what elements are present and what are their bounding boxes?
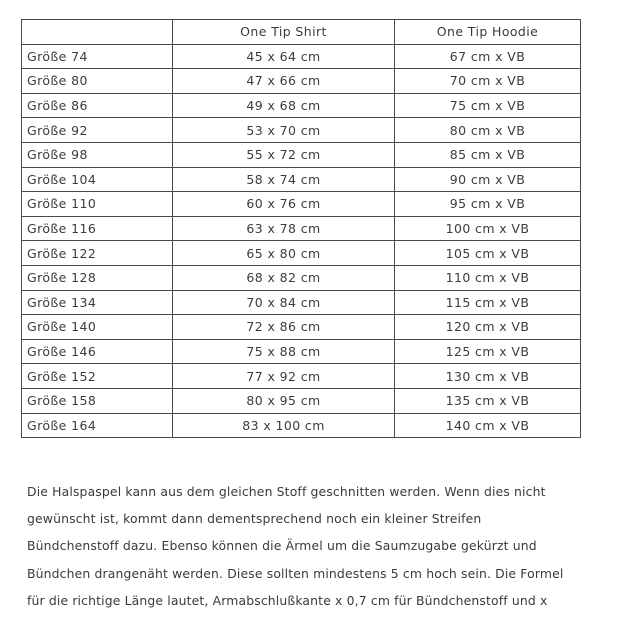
header-one-tip-hoodie: One Tip Hoodie — [395, 20, 581, 45]
size-cell: Größe 104 — [22, 167, 173, 192]
table-row — [22, 216, 581, 241]
hoodie-measure-cell: 105 cm x VB — [395, 241, 581, 266]
shirt-measure-cell: 60 x 76 cm — [173, 192, 395, 217]
instructions-paragraph — [27, 478, 607, 614]
table-header-row — [22, 20, 581, 45]
shirt-measure-cell: 70 x 84 cm — [173, 290, 395, 315]
hoodie-measure-cell: 140 cm x VB — [395, 413, 581, 438]
paragraph-line: für die richtige Länge lautet, Armabschlußkante x 0,7 cm für Bündchenstoff und x — [27, 592, 548, 608]
table-row — [22, 290, 581, 315]
table-row — [22, 69, 581, 94]
size-cell: Größe 98 — [22, 142, 173, 167]
hoodie-measure-cell: 115 cm x VB — [395, 290, 581, 315]
size-cell: Größe 116 — [22, 216, 173, 241]
hoodie-measure-cell: 70 cm x VB — [395, 69, 581, 94]
table-row — [22, 388, 581, 413]
table-row — [22, 142, 581, 167]
header-size — [22, 20, 173, 45]
size-cell: Größe 152 — [22, 364, 173, 389]
shirt-measure-cell: 83 x 100 cm — [173, 413, 395, 438]
hoodie-measure-cell: 110 cm x VB — [395, 265, 581, 290]
shirt-measure-cell: 47 x 66 cm — [173, 69, 395, 94]
hoodie-measure-cell: 85 cm x VB — [395, 142, 581, 167]
hoodie-measure-cell: 120 cm x VB — [395, 315, 581, 340]
table-row — [22, 192, 581, 217]
size-cell: Größe 122 — [22, 241, 173, 266]
hoodie-measure-cell: 135 cm x VB — [395, 388, 581, 413]
shirt-measure-cell: 65 x 80 cm — [173, 241, 395, 266]
table-row — [22, 265, 581, 290]
table-row — [22, 93, 581, 118]
table-row — [22, 241, 581, 266]
size-cell: Größe 80 — [22, 69, 173, 94]
table-row — [22, 413, 581, 438]
shirt-measure-cell: 75 x 88 cm — [173, 339, 395, 364]
shirt-measure-cell: 68 x 82 cm — [173, 265, 395, 290]
paragraph-line: gewünscht ist, kommt dann dementsprechend noch ein kleiner Streifen — [27, 511, 482, 527]
size-cell: Größe 158 — [22, 388, 173, 413]
hoodie-measure-cell: 80 cm x VB — [395, 118, 581, 143]
shirt-measure-cell: 80 x 95 cm — [173, 388, 395, 413]
size-cell: Größe 74 — [22, 44, 173, 69]
hoodie-measure-cell: 75 cm x VB — [395, 93, 581, 118]
shirt-measure-cell: 77 x 92 cm — [173, 364, 395, 389]
shirt-measure-cell: 49 x 68 cm — [173, 93, 395, 118]
paragraph-line: Bündchen drangenäht werden. Diese sollten mindestens 5 cm hoch sein. Die Formel — [27, 565, 564, 581]
size-table — [21, 19, 581, 438]
size-cell: Größe 86 — [22, 93, 173, 118]
size-cell: Größe 92 — [22, 118, 173, 143]
shirt-measure-cell: 63 x 78 cm — [173, 216, 395, 241]
table-row — [22, 364, 581, 389]
size-cell: Größe 128 — [22, 265, 173, 290]
table-row — [22, 118, 581, 143]
hoodie-measure-cell: 90 cm x VB — [395, 167, 581, 192]
shirt-measure-cell: 53 x 70 cm — [173, 118, 395, 143]
hoodie-measure-cell: 125 cm x VB — [395, 339, 581, 364]
hoodie-measure-cell: 95 cm x VB — [395, 192, 581, 217]
hoodie-measure-cell: 67 cm x VB — [395, 44, 581, 69]
table-row — [22, 339, 581, 364]
table-row — [22, 315, 581, 340]
shirt-measure-cell: 58 x 74 cm — [173, 167, 395, 192]
shirt-measure-cell: 45 x 64 cm — [173, 44, 395, 69]
shirt-measure-cell: 72 x 86 cm — [173, 315, 395, 340]
size-cell: Größe 110 — [22, 192, 173, 217]
paragraph-line: Die Halspaspel kann aus dem gleichen Stoff geschnitten werden. Wenn dies nicht — [27, 484, 546, 499]
size-cell: Größe 134 — [22, 290, 173, 315]
size-cell: Größe 146 — [22, 339, 173, 364]
paragraph-line: Bündchenstoff dazu. Ebenso können die Ärmel um die Saumzugabe gekürzt und — [27, 538, 537, 554]
table-row — [22, 167, 581, 192]
header-one-tip-shirt: One Tip Shirt — [173, 20, 395, 45]
size-cell: Größe 164 — [22, 413, 173, 438]
size-cell: Größe 140 — [22, 315, 173, 340]
table-row — [22, 44, 581, 69]
shirt-measure-cell: 55 x 72 cm — [173, 142, 395, 167]
hoodie-measure-cell: 100 cm x VB — [395, 216, 581, 241]
hoodie-measure-cell: 130 cm x VB — [395, 364, 581, 389]
